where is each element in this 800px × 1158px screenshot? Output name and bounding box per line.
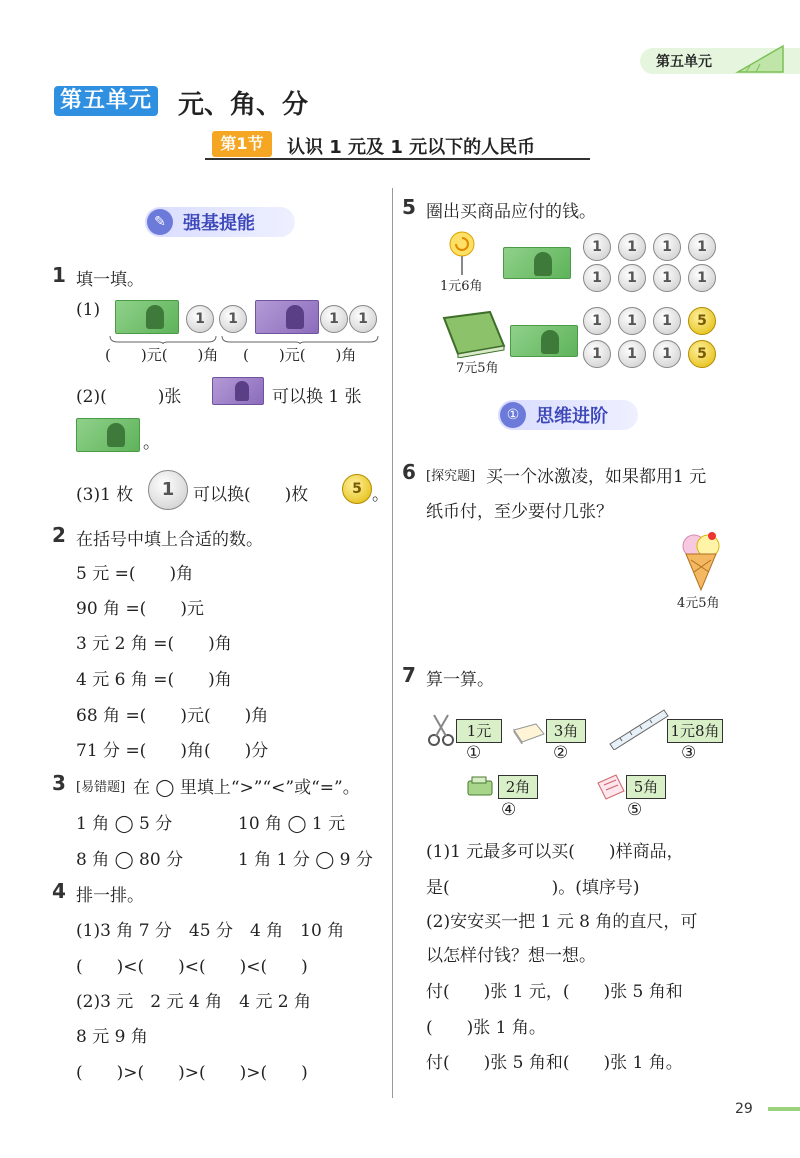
p3-tag: [易错题]	[76, 780, 126, 795]
problem-5-title: 圈出买商品应付的钱。	[426, 202, 596, 222]
p2-line[interactable]: 71 分 =( )角( )分	[76, 741, 269, 761]
five-jiao-bill	[212, 377, 264, 405]
problem-5-number: 5	[402, 195, 416, 219]
one-yuan-bill[interactable]	[503, 247, 571, 279]
item-3-price: 1元8角	[667, 719, 723, 743]
ice-cream-price: 4元5角	[677, 596, 720, 611]
one-jiao-coin[interactable]: 1	[618, 264, 646, 292]
one-jiao-coin[interactable]: 1	[583, 264, 611, 292]
item-2-index: ②	[553, 743, 569, 763]
column-divider	[392, 188, 393, 1098]
p1-s1-blank-1[interactable]: ( )元( )角	[105, 346, 219, 364]
ruler-icon	[608, 708, 670, 750]
pencil-icon: ✎	[147, 209, 173, 235]
p4-s2: (2)3 元 2 元 4 角 4 元 2 角	[76, 992, 311, 1012]
one-jiao-coin: 1	[219, 305, 247, 333]
notepad-icon	[596, 773, 626, 801]
eraser-icon	[512, 722, 546, 744]
one-jiao-coin[interactable]: 1	[583, 307, 611, 335]
unit-badge: 第五单元	[54, 86, 158, 116]
one-jiao-coin: 1	[186, 305, 214, 333]
p1-s2-end: 。	[143, 433, 160, 453]
item-4-index: ④	[501, 800, 517, 820]
one-jiao-coin[interactable]: 1	[688, 264, 716, 292]
page-number: 29	[735, 1101, 753, 1117]
p7-q1b[interactable]: 是( )。(填序号)	[426, 878, 640, 898]
p3-compare[interactable]: 1 角 ◯ 5 分	[76, 814, 173, 834]
item-4-price: 2角	[498, 775, 538, 799]
pencil-sharpener-icon	[466, 775, 496, 799]
problem-7-number: 7	[402, 663, 416, 687]
one-jiao-coin[interactable]: 1	[653, 264, 681, 292]
p1-s3-text-a: (3)1 枚	[76, 485, 134, 505]
p4-s1: (1)3 角 7 分 45 分 4 角 10 角	[76, 921, 345, 941]
item2-price: 7元5角	[456, 361, 499, 376]
p4-s1-fill[interactable]: ( )<( )<( )<( )	[76, 957, 308, 977]
p6-tag: [探究题]	[426, 469, 476, 484]
one-jiao-coin: 1	[349, 305, 377, 333]
p4-s2b: 8 元 9 角	[76, 1027, 148, 1047]
p3-compare[interactable]: 10 角 ◯ 1 元	[238, 814, 346, 834]
book-icon	[440, 310, 508, 358]
one-yuan-bill	[115, 300, 179, 334]
p6-title-a: 买一个冰激凌，如果都用1 元	[486, 467, 707, 487]
section-title: 认识 1 元及 1 元以下的人民币	[287, 137, 536, 158]
one-jiao-coin[interactable]: 1	[618, 340, 646, 368]
one-jiao-coin[interactable]: 1	[653, 340, 681, 368]
five-jiao-coin: 5	[342, 474, 372, 504]
triangle-ruler-icon	[728, 42, 788, 74]
p2-line[interactable]: 5 元 =( )角	[76, 564, 194, 584]
p4-s2-fill[interactable]: ( )>( )>( )>( )	[76, 1063, 308, 1083]
advanced-pill	[498, 400, 638, 430]
one-jiao-coin[interactable]: 1	[583, 340, 611, 368]
problem-2-title: 在括号中填上合适的数。	[76, 530, 263, 550]
p3-compare[interactable]: 8 角 ◯ 80 分	[76, 850, 184, 870]
five-jiao-coin[interactable]: 5	[688, 340, 716, 368]
group-brace	[108, 334, 218, 344]
basic-pill	[145, 207, 295, 237]
p2-line[interactable]: 90 角 =( )元	[76, 599, 204, 619]
problem-2-number: 2	[52, 523, 66, 547]
problem-4-title: 排一排。	[76, 886, 144, 906]
group-brace	[220, 334, 380, 344]
five-jiao-coin[interactable]: 5	[688, 307, 716, 335]
one-yuan-coin: 1	[148, 470, 188, 510]
one-jiao-coin[interactable]: 1	[583, 233, 611, 261]
section-badge: 第1节	[212, 131, 272, 157]
one-jiao-coin[interactable]: 1	[618, 233, 646, 261]
p2-line[interactable]: 3 元 2 角 =( )角	[76, 634, 232, 654]
p2-line[interactable]: 4 元 6 角 =( )角	[76, 670, 232, 690]
item-1-index: ①	[466, 743, 482, 763]
one-jiao-coin[interactable]: 1	[688, 233, 716, 261]
p1-s2-text-b: 可以换 1 张	[272, 387, 362, 407]
p7-q1a[interactable]: (1)1 元最多可以买( )样商品，	[426, 842, 684, 862]
unit-title: 元、角、分	[178, 90, 309, 120]
item1-price: 1元6角	[440, 279, 483, 294]
one-yuan-bill[interactable]	[510, 325, 578, 357]
problem-3-title: 在 ◯ 里填上“>”“<”或“=”。	[133, 778, 360, 798]
p6-title-b: 纸币付，至少要付几张？	[426, 502, 613, 522]
p3-compare[interactable]: 1 角 1 分 ◯ 9 分	[238, 850, 373, 870]
item-3-index: ③	[681, 743, 697, 763]
scissors-icon	[426, 713, 456, 747]
p7-q2b: 以怎样付钱？想一想。	[426, 946, 596, 966]
p2-line[interactable]: 68 角 =( )元( )角	[76, 706, 269, 726]
item-5-index: ⑤	[627, 800, 643, 820]
one-jiao-coin[interactable]: 1	[653, 233, 681, 261]
advanced-pill-label: 思维进阶	[536, 406, 608, 427]
one-jiao-coin[interactable]: 1	[653, 307, 681, 335]
problem-1-number: 1	[52, 263, 66, 287]
basic-pill-label: 强基提能	[183, 213, 255, 234]
page-bar	[768, 1107, 800, 1111]
one-yuan-bill	[76, 418, 140, 452]
item-5-price: 5角	[626, 775, 666, 799]
p7-q2a: (2)安安买一把 1 元 8 角的直尺，可	[426, 912, 698, 932]
p1-s3-end: 。	[372, 485, 389, 505]
problem-6-number: 6	[402, 460, 416, 484]
five-jiao-bill	[255, 300, 319, 334]
one-jiao-coin: 1	[320, 305, 348, 333]
p7-ans1b[interactable]: ( )张 1 角。	[426, 1018, 546, 1038]
item-2-price: 3角	[546, 719, 586, 743]
item-1-price: 1元	[456, 719, 502, 743]
p7-ans2[interactable]: 付( )张 5 角和( )张 1 角。	[426, 1053, 683, 1073]
medal-icon: ①	[500, 402, 526, 428]
p1-s3-text-b[interactable]: 可以换( )枚	[193, 485, 309, 505]
problem-4-number: 4	[52, 879, 66, 903]
problem-3-number: 3	[52, 771, 66, 795]
unit-tab-label: 第五单元	[656, 54, 712, 70]
lollipop-icon	[446, 230, 478, 276]
problem-1-title: 填一填。	[76, 270, 144, 290]
ice-cream-icon	[676, 528, 726, 592]
p1-s1-blank-2[interactable]: ( )元( )角	[243, 346, 357, 364]
problem-7-title: 算一算。	[426, 670, 494, 690]
one-jiao-coin[interactable]: 1	[618, 307, 646, 335]
p7-ans1a[interactable]: 付( )张 1 元，( )张 5 角和	[426, 982, 683, 1002]
p1-s1-label: (1)	[76, 300, 101, 320]
p1-s2-text-a[interactable]: (2)( )张	[76, 387, 182, 407]
